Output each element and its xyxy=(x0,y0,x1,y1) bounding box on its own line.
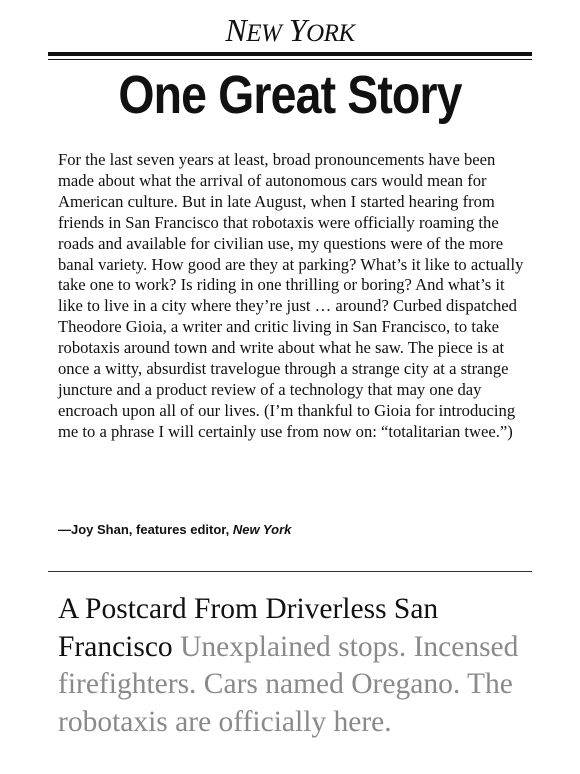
credit-publication: New York xyxy=(232,522,292,537)
masthead-rule-thick xyxy=(48,52,532,56)
credit-name: —Joy Shan, features editor, xyxy=(58,522,233,537)
editor-credit xyxy=(58,521,291,539)
logo-letters-ew: EW xyxy=(246,20,282,47)
section-divider xyxy=(48,571,532,572)
story-teaser[interactable] xyxy=(58,591,538,741)
logo-letter-n: N xyxy=(225,12,247,48)
logo-letter-y: Y xyxy=(281,12,307,48)
logo-letters-ork: ORK xyxy=(306,20,355,47)
intro-paragraph: For the last seven years at least, broad pronouncements have been made about what the arrival of autonomous cars would mean for American culture. But in late August, when I started hearing from friends in San Francisco that robotaxis were officially roaming the roads and available for civilian use, my questions were of the more banal variety. How good are they at parking? What’s it like to actually take one to work? Is riding in one thrilling or boring? And what’s it like to live in a city where they’re just … around? Curbed dispatched Theodore Gioia, a writer and critic living in San Francisco, to take robotaxis around town and write about what he saw. The piece is at once a witty, absurdist travelogue through a strange city at a strange juncture and a product review of a technology that may one day encroach upon all of our lives. (I’m thankful to Gioia for introducing me to a phrase I will certainly use from now on: “totalitarian twee.”) xyxy=(58,150,524,441)
story-dek[interactable]: Unexplained stops. Incensed firefighters. Cars named Oregano. The robotaxis are officially here. xyxy=(58,630,519,738)
story-headline[interactable]: A Postcard From Driverless San Francisco xyxy=(58,593,439,663)
new-york-logo[interactable] xyxy=(0,10,580,54)
newsletter-title: One Great Story xyxy=(118,65,462,125)
masthead xyxy=(0,0,580,140)
